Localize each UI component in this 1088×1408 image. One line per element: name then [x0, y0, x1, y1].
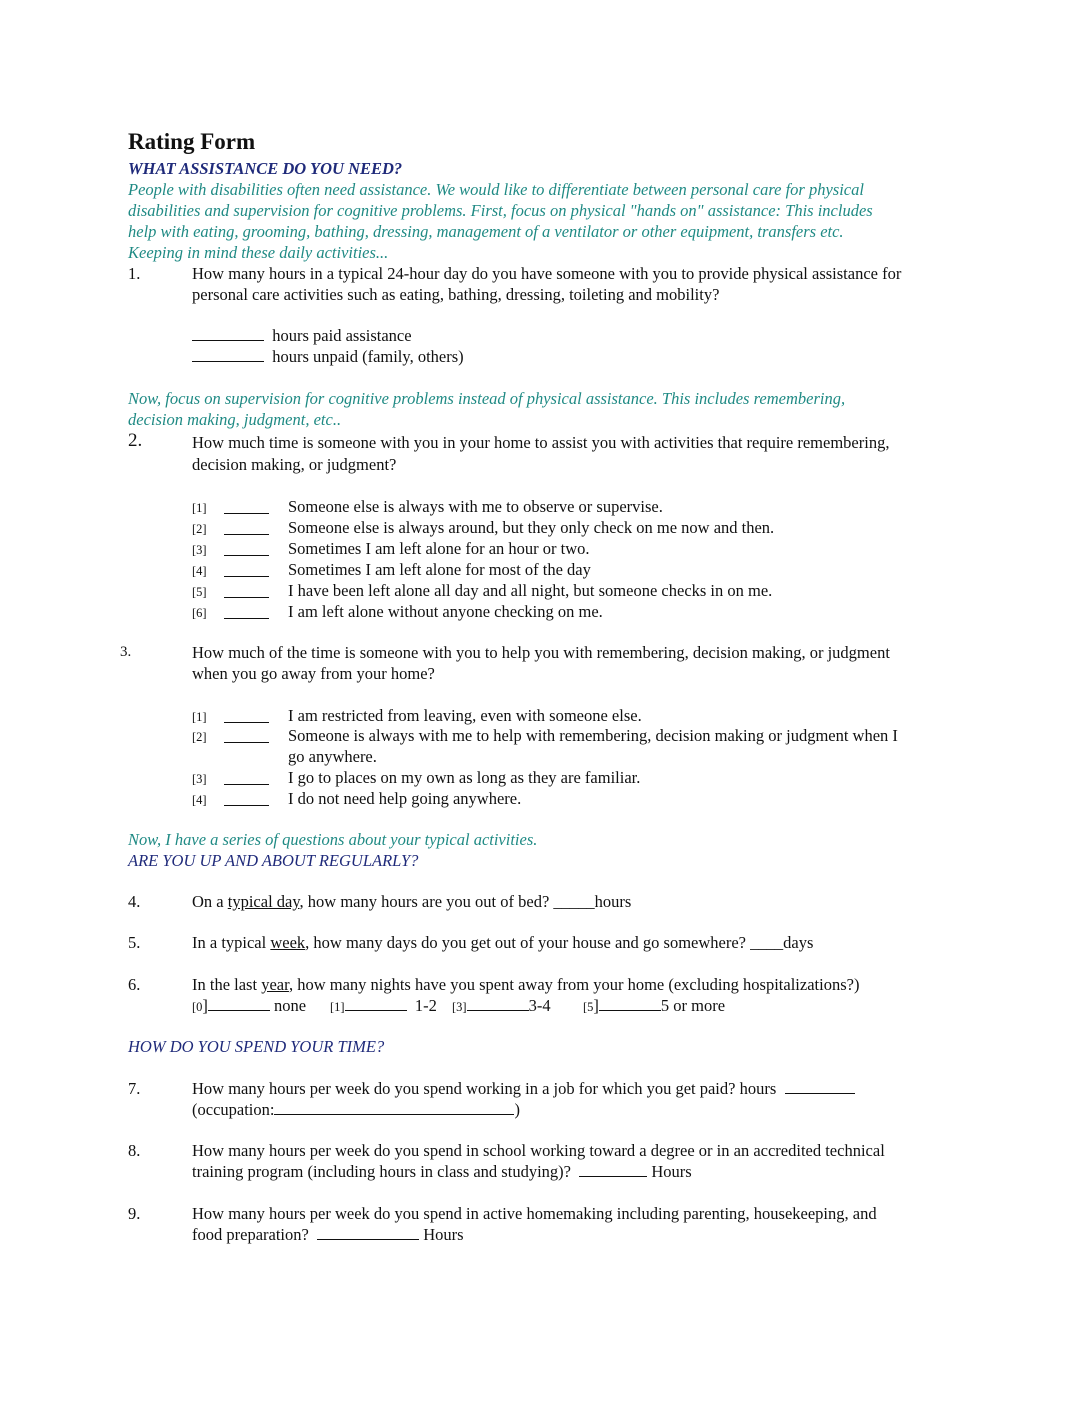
choice-label: 3-4	[528, 996, 551, 1015]
text-part: In a typical	[192, 933, 271, 952]
page-title: Rating Form	[128, 129, 256, 154]
question-number: 8.	[128, 1141, 141, 1160]
hours-unpaid-blank[interactable]	[192, 347, 264, 362]
text-part: , how many hours are you out of bed?	[299, 892, 554, 911]
choice-label: none	[274, 996, 307, 1015]
option-text: I do not need help going anywhere.	[288, 789, 522, 808]
unit-label: Hours	[651, 1162, 692, 1181]
option-text: I have been left alone all day and all night, but someone checks in on me.	[288, 581, 773, 600]
option-row	[192, 601, 207, 624]
choice-bracket: ]	[202, 996, 208, 1015]
question-text: How many hours per week do you spend in school working toward a degree or in an accredited technical	[192, 1141, 885, 1160]
choice-code: [0	[192, 1000, 203, 1014]
choice-blank[interactable]	[345, 996, 407, 1011]
question-text	[192, 1099, 520, 1120]
hours-out-of-bed-blank[interactable]: _____	[553, 892, 595, 911]
question-text: How many hours per week do you spend in active homemaking including parenting, housekeeping, and	[192, 1204, 877, 1223]
option-code: [3]	[192, 543, 207, 557]
answer-row-unpaid	[192, 346, 464, 367]
option-row	[192, 517, 207, 540]
unit-label: hours	[594, 892, 632, 911]
question-text: How much time is someone with you in your home to assist you with activities that require remembering,	[192, 433, 890, 452]
choice-code: [3]	[452, 1000, 467, 1014]
option-code: [2]	[192, 522, 207, 536]
option-code: [4]	[192, 564, 207, 578]
choice-3-4[interactable]	[452, 995, 551, 1018]
question-number: 7.	[128, 1079, 141, 1098]
option-row	[192, 725, 207, 748]
question-text	[192, 1161, 692, 1182]
question-text	[192, 974, 859, 995]
option-blank[interactable]	[224, 562, 269, 577]
question-text	[192, 891, 631, 912]
option-code: [3]	[192, 772, 207, 786]
homemaking-hours-blank[interactable]	[317, 1225, 419, 1240]
choice-code: [5	[583, 1000, 594, 1014]
option-label: hours unpaid (family, others)	[272, 347, 464, 366]
option-text: Someone is always with me to help with remembering, decision making or judgment when I	[288, 726, 898, 745]
option-blank[interactable]	[224, 541, 269, 556]
option-blank[interactable]	[224, 708, 269, 723]
question-number: 3.	[120, 644, 132, 660]
question-text	[192, 932, 813, 953]
underlined-term: year	[261, 975, 289, 994]
intro-line: Keeping in mind these daily activities...	[128, 243, 389, 262]
text-part: (occupation:	[192, 1100, 275, 1119]
question-text	[192, 1078, 855, 1099]
intro-line: help with eating, grooming, bathing, dressing, management of a ventilator or other equipment, transfers etc.	[128, 222, 844, 241]
option-blank[interactable]	[224, 791, 269, 806]
question-number: 4.	[128, 892, 141, 911]
option-code: [4]	[192, 793, 207, 807]
option-blank[interactable]	[224, 770, 269, 785]
underlined-term: typical day	[227, 892, 300, 911]
text-part: How many hours per week do you spend working in a job for which you get paid? hours	[192, 1079, 777, 1098]
intro-line: Now, I have a series of questions about your typical activities.	[128, 830, 538, 849]
question-number: 6.	[128, 975, 141, 994]
option-code: [5]	[192, 585, 207, 599]
choice-1-2[interactable]	[330, 995, 437, 1018]
option-code: [6]	[192, 606, 207, 620]
question-text: decision making, or judgment?	[192, 455, 397, 474]
option-row	[192, 538, 207, 561]
option-code: [1]	[192, 501, 207, 515]
option-row	[192, 496, 207, 519]
choice-blank[interactable]	[467, 996, 529, 1011]
text-part: food preparation?	[192, 1225, 309, 1244]
question-text: How much of the time is someone with you to help you with remembering, decision making, or judgment	[192, 643, 890, 662]
unit-label: Hours	[423, 1225, 464, 1244]
option-row	[192, 788, 207, 811]
choice-blank[interactable]	[599, 996, 661, 1011]
question-number: 9.	[128, 1204, 141, 1223]
question-number: 5.	[128, 933, 141, 952]
section-heading-assistance: WHAT ASSISTANCE DO YOU NEED?	[128, 159, 403, 178]
option-text: go anywhere.	[288, 747, 377, 766]
choice-label: 1-2	[414, 996, 437, 1015]
underlined-term: week	[270, 933, 306, 952]
intro-line: People with disabilities often need assistance. We would like to differentiate between personal care for physical	[128, 180, 864, 199]
option-text: I am left alone without anyone checking on me.	[288, 602, 603, 621]
option-blank[interactable]	[224, 604, 269, 619]
question-text: when you go away from your home?	[192, 664, 435, 683]
option-blank[interactable]	[224, 499, 269, 514]
choice-bracket: ]	[593, 996, 599, 1015]
school-hours-blank[interactable]	[579, 1162, 647, 1177]
question-number: 2.	[128, 430, 143, 451]
days-out-blank[interactable]: ____	[750, 933, 784, 952]
text-part: , how many days do you get out of your house and go somewhere?	[305, 933, 751, 952]
occupation-blank[interactable]	[274, 1100, 514, 1115]
section-heading-spend-time: HOW DO YOU SPEND YOUR TIME?	[128, 1037, 385, 1056]
intro-line: Now, focus on supervision for cognitive problems instead of physical assistance. This includes remembering,	[128, 389, 846, 408]
option-text: Someone else is always with me to observe or supervise.	[288, 497, 663, 516]
text-part: On a	[192, 892, 228, 911]
text-part: , how many nights have you spent away from your home (excluding hospitalizations?)	[288, 975, 860, 994]
intro-line: decision making, judgment, etc..	[128, 410, 342, 429]
option-text: Sometimes I am left alone for most of the day	[288, 560, 591, 579]
option-row	[192, 559, 207, 582]
text-part: In the last	[192, 975, 262, 994]
hours-paid-blank[interactable]	[192, 326, 264, 341]
question-text	[192, 1224, 464, 1245]
option-row	[192, 767, 207, 790]
section-heading-up-and-about: ARE YOU UP AND ABOUT REGULARLY?	[128, 851, 419, 870]
option-text: I go to places on my own as long as they are familiar.	[288, 768, 641, 787]
text-part: training program (including hours in class and studying)?	[192, 1162, 571, 1181]
option-code: [1]	[192, 710, 207, 724]
question-text: How many hours in a typical 24-hour day do you have someone with you to provide physical assistance for	[192, 264, 902, 283]
choice-label: 5 or more	[660, 996, 726, 1015]
option-blank[interactable]	[224, 728, 269, 743]
choice-none[interactable]	[192, 995, 306, 1018]
choice-code: [1]	[330, 1000, 345, 1014]
question-text: personal care activities such as eating, bathing, dressing, toileting and mobility?	[192, 285, 720, 304]
unit-label: days	[783, 933, 814, 952]
text-part: )	[514, 1100, 520, 1119]
option-row	[192, 580, 207, 603]
option-text: Sometimes I am left alone for an hour or two.	[288, 539, 590, 558]
choice-blank[interactable]	[208, 996, 270, 1011]
question-number: 1.	[128, 264, 141, 283]
option-code: [2]	[192, 730, 207, 744]
option-text: I am restricted from leaving, even with someone else.	[288, 706, 642, 725]
choice-5-or-more[interactable]	[583, 995, 725, 1018]
option-blank[interactable]	[224, 583, 269, 598]
intro-line: disabilities and supervision for cognitive problems. First, focus on physical "hands on" assistance: This includes	[128, 201, 873, 220]
answer-row-paid	[192, 325, 412, 346]
work-hours-blank[interactable]	[785, 1079, 855, 1094]
option-blank[interactable]	[224, 520, 269, 535]
option-text: Someone else is always around, but they only check on me now and then.	[288, 518, 775, 537]
option-label: hours paid assistance	[272, 326, 412, 345]
